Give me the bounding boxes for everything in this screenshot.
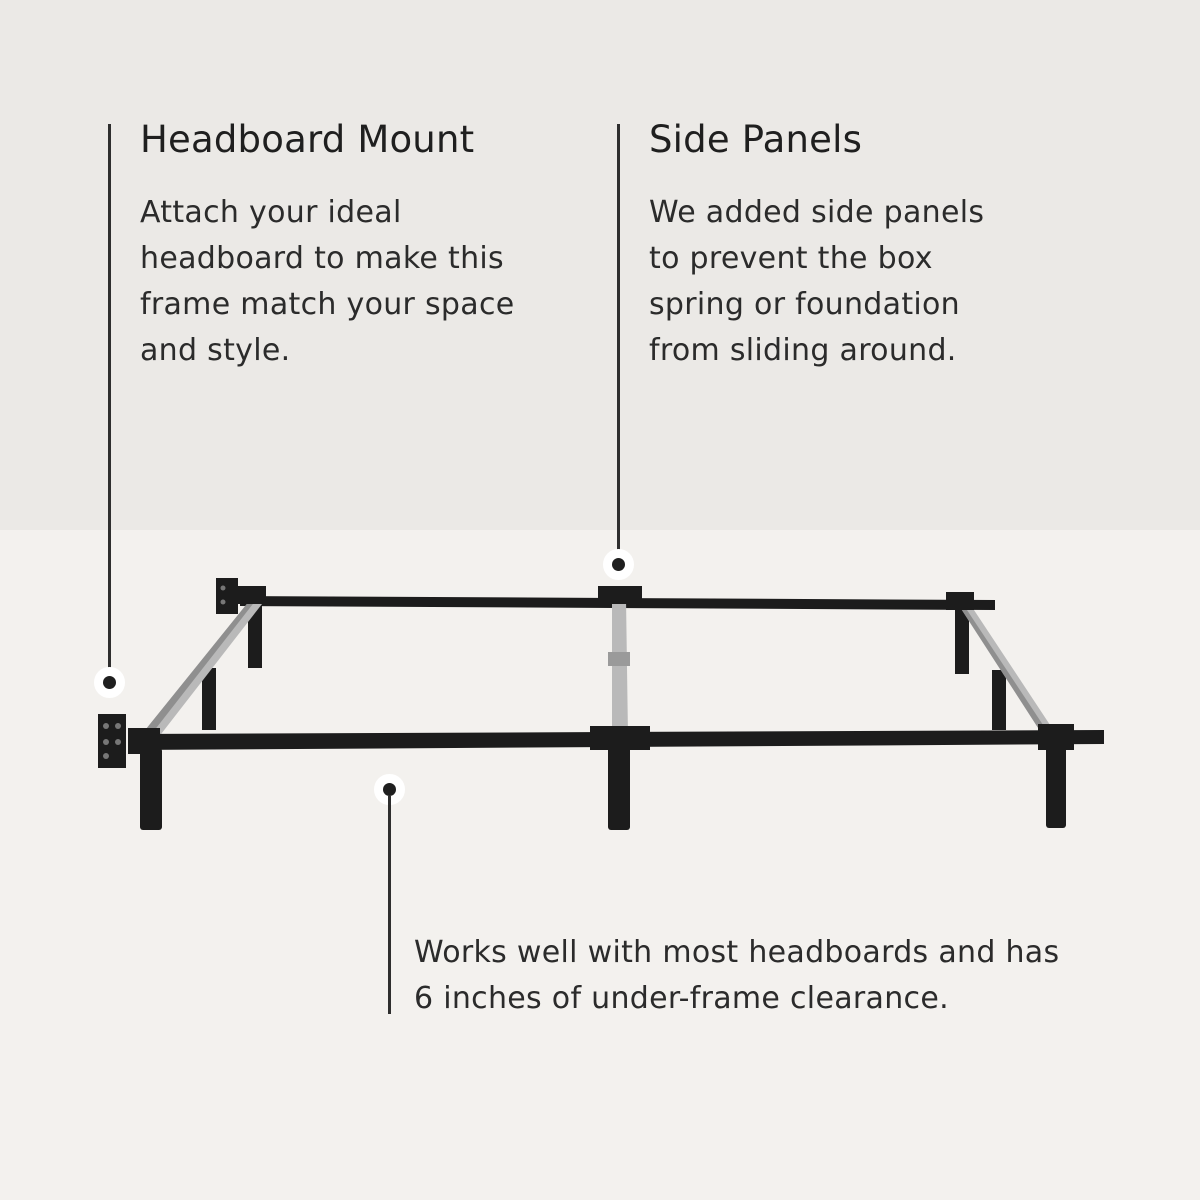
- clearance-description: Works well with most headboards and has 6 inches of under-frame clearance.: [414, 935, 1060, 1016]
- front-left-leg: [140, 748, 162, 830]
- center-slat-joint: [608, 652, 630, 666]
- mid-right-leg: [992, 670, 1006, 730]
- headboard-mount-title: Headboard Mount: [140, 118, 475, 161]
- side-panels-callout-dot: [612, 558, 625, 571]
- center-side-panel: [612, 598, 628, 736]
- headboard-callout-dot: [103, 676, 116, 689]
- clearance-callout-dot: [383, 783, 396, 796]
- back-right-connector: [946, 592, 974, 610]
- headboard-mount-description: Attach your ideal headboard to make this frame match your space and style.: [140, 195, 515, 368]
- front-right-leg: [1046, 746, 1066, 828]
- back-left-connector: [236, 586, 266, 604]
- headboard-callout-line: [108, 124, 111, 682]
- back-center-connector: [598, 586, 642, 604]
- side-panels-callout-line: [617, 124, 620, 564]
- side-panels-description: We added side panels to prevent the box spring or foundation from sliding around.: [649, 195, 985, 368]
- front-center-leg: [608, 746, 630, 830]
- front-headboard-bracket: [98, 714, 126, 768]
- clearance-callout-line: [388, 796, 391, 1014]
- back-headboard-bracket: [216, 578, 238, 614]
- side-panels-title: Side Panels: [649, 118, 863, 161]
